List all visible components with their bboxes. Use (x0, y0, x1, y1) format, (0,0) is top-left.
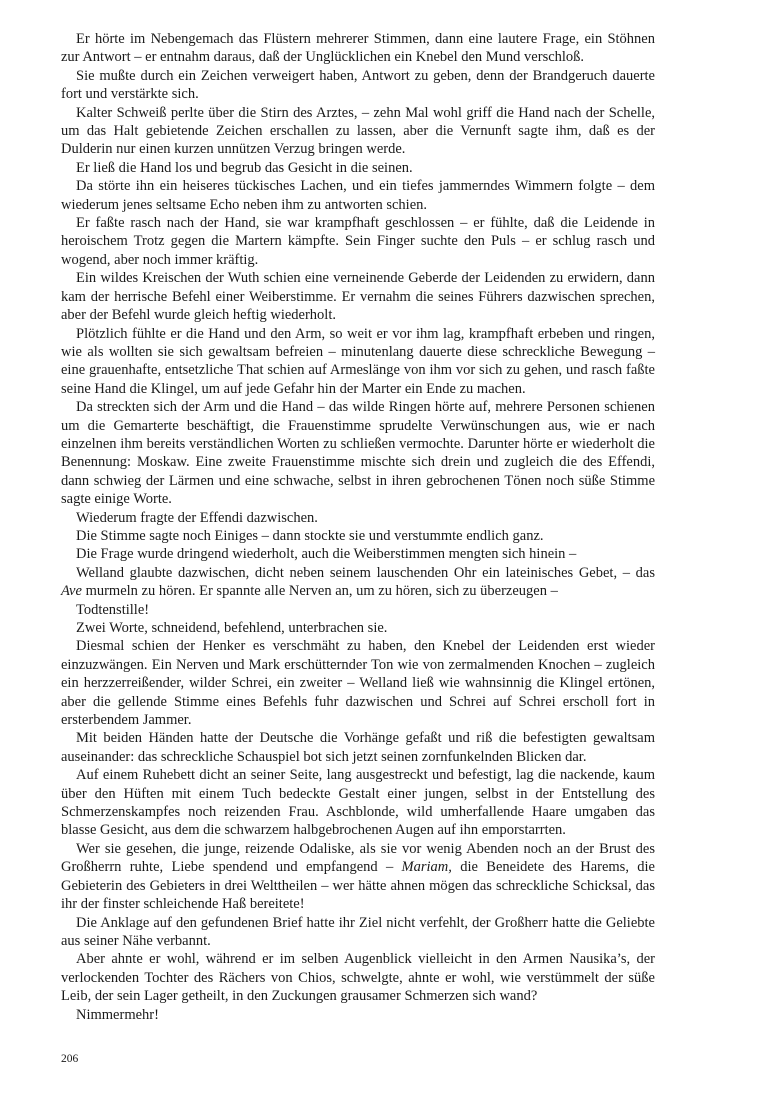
paragraph: Nimmermehr! (76, 1006, 159, 1023)
paragraph: Da störte ihn ein heiseres tückisches Lachen, und ein tiefes jammerndes Wimmern folgte – dem wiederum jenes seltsame Echo neben ihm zu antworten schien. (61, 178, 655, 213)
paragraph: Die Stimme sagte noch Einiges – dann stockte sie und verstummte endlich ganz. (76, 527, 544, 544)
paragraph: Die Anklage auf den gefundenen Brief hatte ihr Ziel nicht verfehlt, der Großherr hatte die Geliebte aus seiner Nähe verbannt. (61, 914, 655, 949)
paragraph: Kalter Schweiß perlte über die Stirn des Arztes, – zehn Mal wohl griff die Hand nach der Schelle, um das Halt gebietende Zeichen erschallen zu lassen, aber die Vernunft sagte ihm, daß es der Dulderin nur einen kurzen unnützen Verzug bringen werde. (61, 104, 655, 158)
italic-text: Mariam, (401, 859, 452, 876)
paragraph: Er hörte im Nebengemach das Flüstern mehrerer Stimmen, dann eine lautere Frage, ein Stöhnen zur Antwort – er entnahm daraus, daß der Unglücklichen ein Knebel den Mund verschloß. (61, 31, 655, 66)
paragraph: Aber ahnte er wohl, während er im selben Augenblick vielleicht in den Armen Nausika’s, der verlockenden Tochter des Rächers von Chios, schwelgte, ahnte er wohl, wie verstümmelt der süße Leib, der sein Lager getheilt, in den Zuckungen grausamer Schmerzen sich wand? (61, 951, 655, 1005)
paragraph: Todtenstille! (76, 601, 150, 618)
paragraph: Ein wildes Kreischen der Wuth schien eine verneinende Geberde der Leidenden zu erwidern, dann kam der herrische Befehl einer Weiberstimme. Er vernahm die seines Führers dazwischen sprechen, aber der Befehl wurde gleich heftig wiederholt. (61, 270, 655, 324)
paragraph: Diesmal schien der Henker es verschmäht zu haben, den Knebel der Leidenden erst wieder einzuzwängen. Ein Nerven und Mark erschütternder Ton wie von zermalmenden Knochen – zugleich ein herzzerreißender, wilder Schrei, ein zweiter – Welland ließ wie wahnsinnig die Klingel ertönen, aber die gellende Stimme eines Befehls fuhr dazwischen und Schrei auf Schrei erscholl fort in ersterbendem Jammer. (61, 638, 655, 729)
paragraph: Er faßte rasch nach der Hand, sie war krampfhaft geschlossen – er fühlte, daß die Leidende in heroischem Trotz gegen die Martern kämpfte. Sein Finger suchte den Puls – er schlug rasch und wogend, aber noch immer kräftig. (61, 215, 655, 268)
paragraph: Plötzlich fühlte er die Hand und den Arm, so weit er vor ihm lag, krampfhaft erbeben und ringen, wie als wollten sie sich gewaltsam befreien – minutenlang dauerte diese schreckliche Bewegung – eine grauenhafte, entsetzliche That schien auf Armeslänge von ihm vor sich zu gehen, und rasch faßte seine Hand die Klingel, um auf jede Gefahr hin der Marter ein Ende zu machen. (61, 325, 655, 397)
text-body (61, 30, 655, 1024)
paragraph: Zwei Worte, schneidend, befehlend, unterbrachen sie. (76, 620, 388, 636)
paragraph: Er ließ die Hand los und begrub das Gesicht in die seinen. (76, 159, 413, 176)
paragraph: Sie mußte durch ein Zeichen verweigert haben, Antwort zu geben, denn der Brandgeruch dauerte fort und verstärkte sich. (61, 67, 655, 103)
paragraph: Welland glaubte dazwischen, dicht neben seinem lauschenden Ohr ein lateinisches Gebet, – das Ave murmeln zu hören. Er spannte alle Nerven an, um zu hören, sich zu überzeugen – (61, 564, 655, 600)
paragraph: Auf einem Ruhebett dicht an seiner Seite, lang ausgestreckt und befestigt, lag die nackende, kaum über den Hüften mit einem Tuch bedeckte Gestalt einer jungen, selbst in der Entstellung des Schmerzenskampfes noch reizenden Frau. Aschblonde, wild umherfallende Haare umgaben das blasse Gesicht, aus dem die schwarzem halbgebrochenen Augen auf ihn emporstarrten. (61, 767, 655, 839)
paragraph: Wiederum fragte der Effendi dazwischen. (76, 509, 318, 526)
paragraph: Da streckten sich der Arm und die Hand – das wilde Ringen hörte auf, mehrere Personen schienen um die Gemarterte beschäftigt, die Frauenstimme sprudelte Verwünschungen aus, wie er nach einzelnen ihm bereits verständlichen Worten zu schließen vermochte. Darunter hörte er wiederholt die Benennung: Moskaw. Eine zweite Frauenstimme mischte sich drein und zugleich die des Effendi, dann schwieg der Lärmen und eine schwache, selbst in ihren gebrochenen Tönen noch süße Stimme sagte einige Worte. (61, 399, 655, 508)
page-number: 206 (61, 1053, 79, 1065)
italic-text: Ave (61, 583, 82, 600)
paragraph: Mit beiden Händen hatte der Deutsche die Vorhänge gefaßt und riß die befestigten gewaltsam auseinander: das schreckliche Schauspiel bot sich jetzt seinen zornfunkelnden Blicken dar. (61, 730, 655, 765)
paragraph: Die Frage wurde dringend wiederholt, auch die Weiberstimmen mengten sich hinein – (76, 546, 577, 563)
paragraph: Wer sie gesehen, die junge, reizende Odaliske, als sie vor wenig Abenden noch an der Brust des Großherrn ruhte, Liebe spendend und empfangend – Mariam, die Beneidete des Harems, die Gebieterin des Gebieters in drei Welttheilen – wer hätte ahnen mögen das schreckliche Schicksal, das ihr der finster schleichende Haß bereitete! (61, 840, 655, 913)
